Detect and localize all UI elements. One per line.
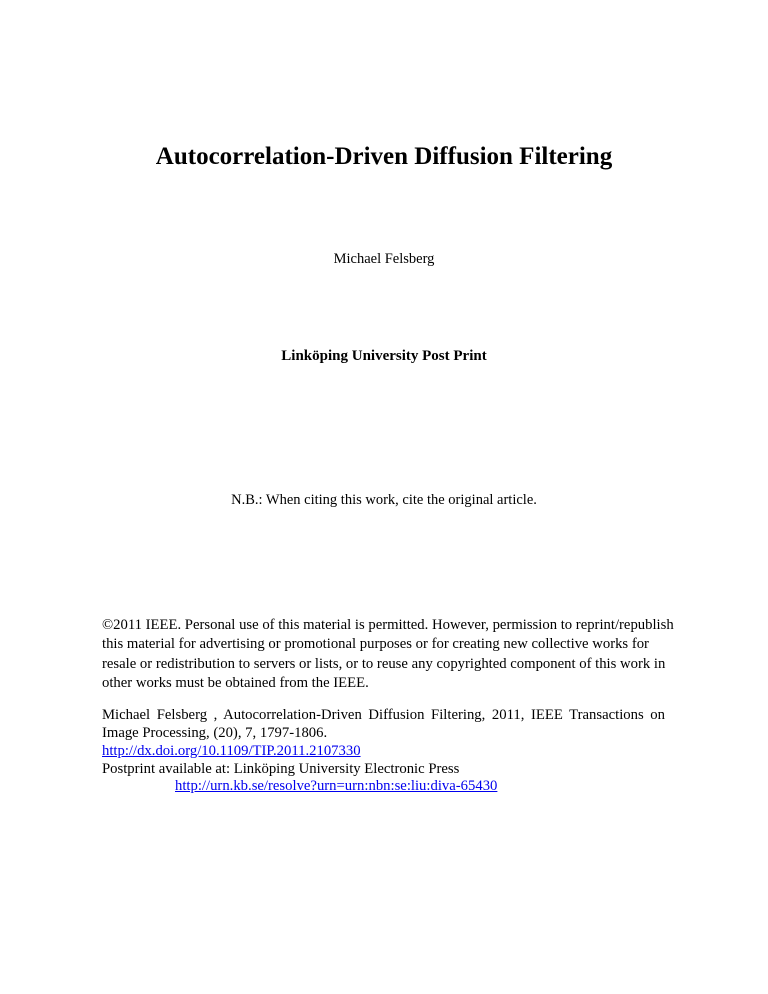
postprint-heading: Linköping University Post Print bbox=[281, 348, 487, 364]
postprint-available-text: Postprint available at: Linköping University Electronic Press bbox=[102, 761, 460, 777]
author-name: Michael Felsberg bbox=[333, 251, 435, 267]
copyright-notice: ©2011 IEEE. Personal use of this material is permitted. However, permission to reprint/republish this material for advertising or promotional purposes or for creating new collective works for resale or redistribution to servers or lists, or to reuse any copyrighted component of this work in other works must be obtained from the IEEE. bbox=[102, 617, 674, 692]
document-title: Autocorrelation-Driven Diffusion Filtering bbox=[155, 143, 613, 170]
urn-link[interactable]: http://urn.kb.se/resolve?urn=urn:nbn:se:liu:diva-65430 bbox=[175, 778, 498, 794]
doi-link[interactable]: http://dx.doi.org/10.1109/TIP.2011.2107330 bbox=[102, 743, 361, 759]
citation-note: N.B.: When citing this work, cite the original article. bbox=[231, 492, 537, 508]
citation-text: Michael Felsberg , Autocorrelation-Driven Diffusion Filtering, 2011, IEEE Transactions on Image Processing, (20), 7, 1797-1806. bbox=[102, 707, 665, 741]
